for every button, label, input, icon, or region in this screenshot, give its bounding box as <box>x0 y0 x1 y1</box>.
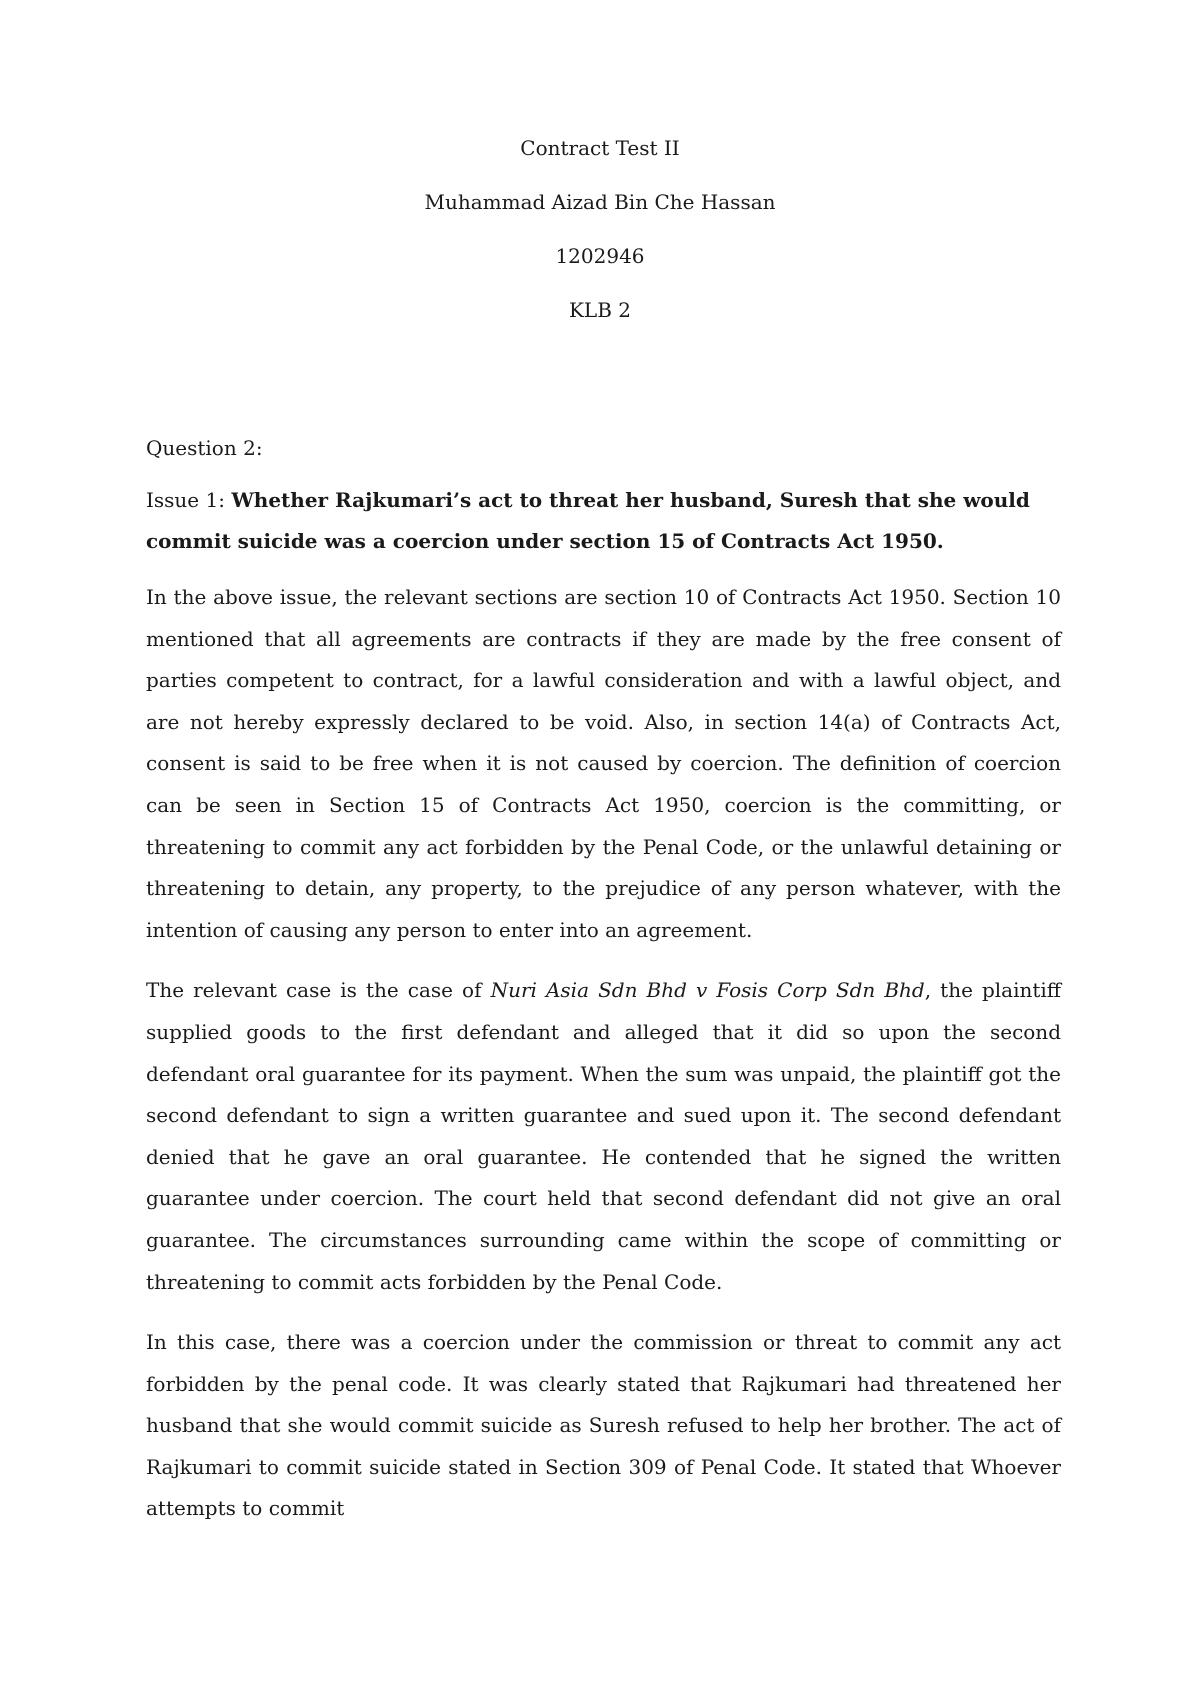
issue-prefix: Issue 1: <box>146 488 232 512</box>
issue-text: Whether Rajkumari’s act to threat her husband, Suresh that she would commit suicide was a coercion under section 15 of Contracts Act 1950. <box>146 488 1030 553</box>
class-code: KLB 2 <box>568 298 631 322</box>
author-name: Muhammad Aizad Bin Che Hassan <box>424 190 776 214</box>
document-body <box>146 436 1061 1549</box>
case-name: Nuri Asia Sdn Bhd v Fosis Corp Sdn Bhd <box>490 978 925 1003</box>
paragraph-application: In this case, there was a coercion under the commission or threat to commit any act forbidden by the penal code. It was clearly stated that Rajkumari had threatened her husband that she would commit suicide as Suresh refused to help her brother. The act of Rajkumari to commit suicide stated in Section 309 of Penal Code. It stated that Whoever attempts to commit <box>146 1330 1061 1521</box>
document-title: Contract Test II <box>520 136 680 160</box>
issue-heading <box>146 480 1061 562</box>
paragraph-sections: In the above issue, the relevant sections are section 10 of Contracts Act 1950. Section 10 mentioned that all agreements are contracts if they are made by the free consent of parties competent to contract, for a lawful consideration and with a lawful object, and are not hereby expressly declared to be void. Also, in section 14(a) of Contracts Act, consent is said to be free when it is not caused by coercion. The definition of coercion can be seen in Section 15 of Contracts Act 1950, coercion is the committing, or threatening to commit any act forbidden by the Penal Code, or the unlawful detaining or threatening to detain, any property, to the prejudice of any person whatever, with the intention of causing any person to enter into an agreement. <box>146 585 1061 942</box>
case-details: , the plaintiff supplied goods to the first defendant and alleged that it did so upon the second defendant oral guarantee for its payment. When the sum was unpaid, the plaintiff got the second defendant to sign a written guarantee and sued upon it. The second defendant denied that he gave an oral guarantee. He contended that he signed the written guarantee under coercion. The court held that second defendant did not give an oral guarantee. The circumstances surrounding came within the scope of committing or threatening to commit acts forbidden by the Penal Code. <box>146 978 1062 1294</box>
question-label: Question 2: <box>146 436 263 460</box>
student-id: 1202946 <box>555 244 645 268</box>
case-intro: The relevant case is the case of <box>146 978 491 1003</box>
paragraph-case <box>146 970 1061 1303</box>
